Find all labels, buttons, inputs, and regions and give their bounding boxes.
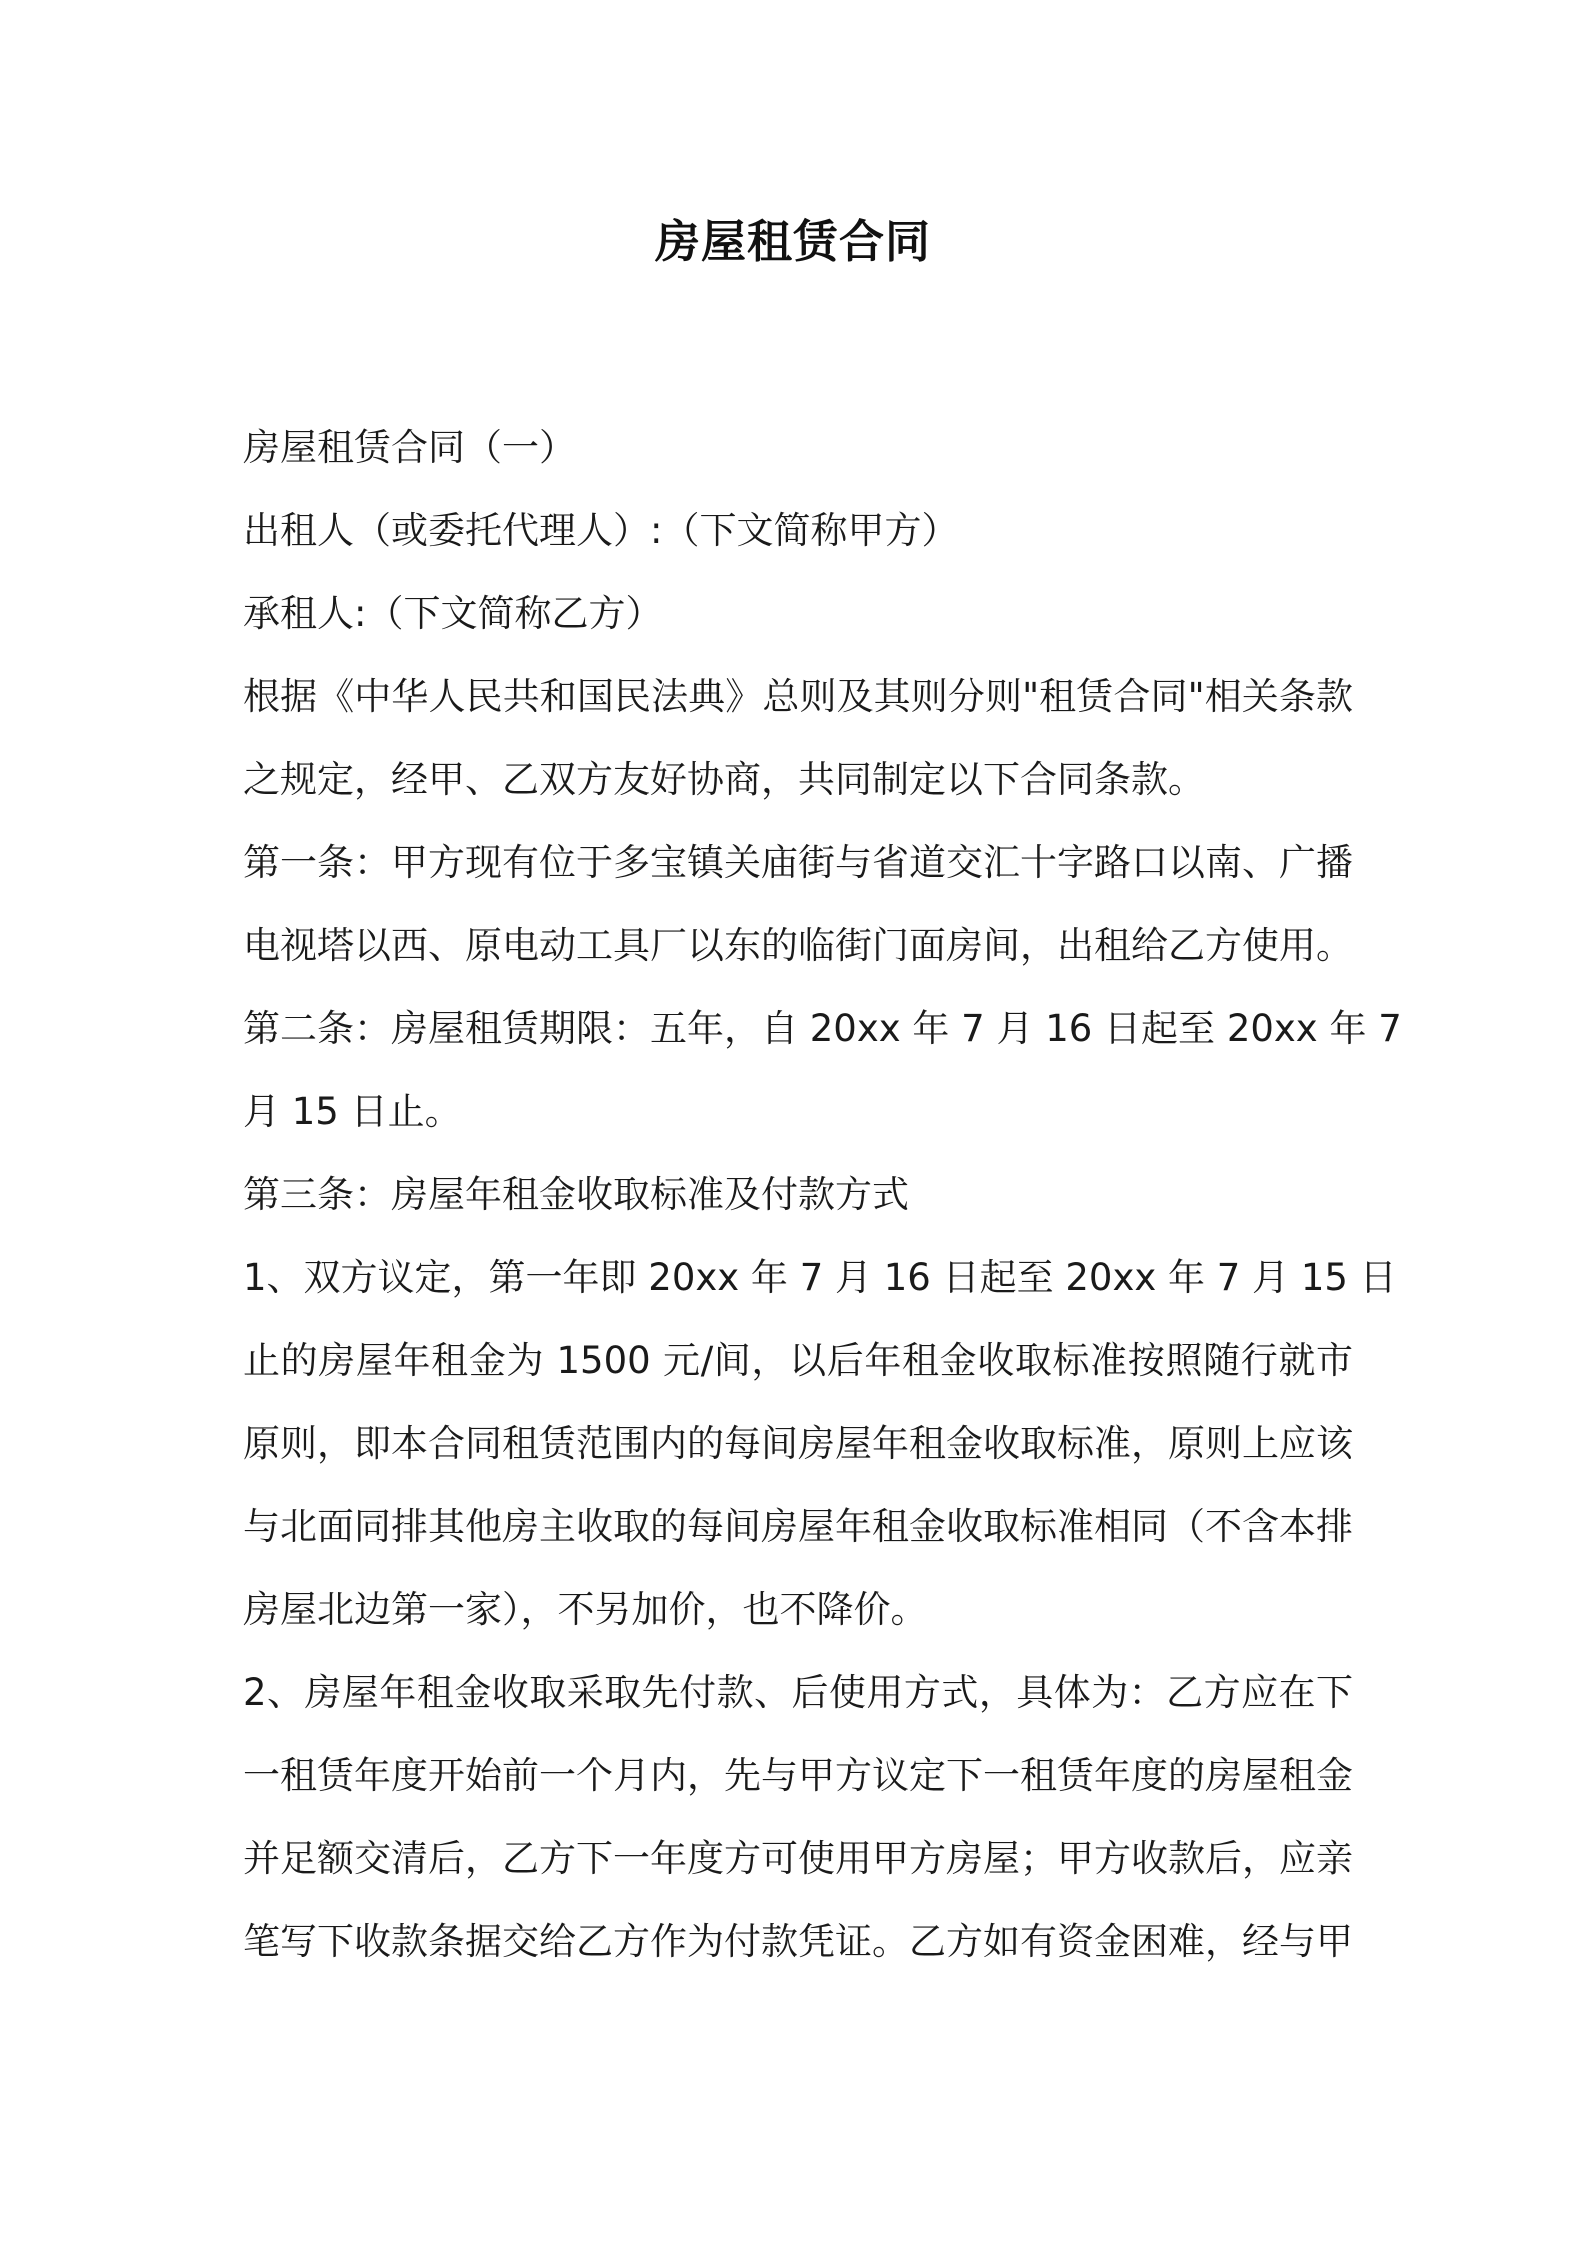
text-line: 2、房屋年租金收取采取先付款、后使用方式，具体为：乙方应在下 bbox=[243, 1671, 1353, 1714]
text-line: 一租赁年度开始前一个月内，先与甲方议定下一租赁年度的房屋租金 bbox=[243, 1754, 1353, 1797]
text-line: 第一条：甲方现有位于多宝镇关庙街与省道交汇十字路口以南、广播 bbox=[243, 841, 1353, 884]
text-line: 房屋租赁合同（一） bbox=[243, 426, 576, 469]
text-line: 第三条：房屋年租金收取标准及付款方式 bbox=[243, 1173, 909, 1216]
text-line: 房屋北边第一家），不另加价，也不降价。 bbox=[243, 1588, 928, 1631]
text-line: 与北面同排其他房主收取的每间房屋年租金收取标准相同（不含本排 bbox=[243, 1505, 1353, 1548]
text-line: 1、双方议定，第一年即 20xx 年 7 月 16 日起至 20xx 年 7 月 15 日 bbox=[243, 1256, 1397, 1299]
text-line: 原则，即本合同租赁范围内的每间房屋年租金收取标准，原则上应该 bbox=[243, 1422, 1353, 1465]
text-line: 并足额交清后，乙方下一年度方可使用甲方房屋；甲方收款后，应亲 bbox=[243, 1837, 1353, 1880]
text-line: 之规定，经甲、乙双方友好协商，共同制定以下合同条款。 bbox=[243, 758, 1205, 801]
text-line: 出租人（或委托代理人）:（下文简称甲方） bbox=[243, 509, 959, 552]
document-title: 房屋租赁合同 bbox=[654, 215, 931, 268]
text-line: 笔写下收款条据交给乙方作为付款凭证。乙方如有资金困难，经与甲 bbox=[243, 1920, 1353, 1963]
text-line: 第二条：房屋租赁期限：五年，自 20xx 年 7 月 16 日起至 20xx 年 7 bbox=[243, 1007, 1402, 1050]
text-line: 月 15 日止。 bbox=[243, 1090, 462, 1133]
document-body bbox=[243, 406, 1402, 1983]
text-line: 电视塔以西、原电动工具厂以东的临街门面房间，出租给乙方使用。 bbox=[243, 924, 1353, 967]
text-line: 承租人:（下文简称乙方） bbox=[243, 592, 663, 635]
text-line: 止的房屋年租金为 1500 元/间，以后年租金收取标准按照随行就市 bbox=[243, 1339, 1353, 1382]
text-line: 根据《中华人民共和国民法典》总则及其则分则"租赁合同"相关条款 bbox=[243, 675, 1353, 718]
